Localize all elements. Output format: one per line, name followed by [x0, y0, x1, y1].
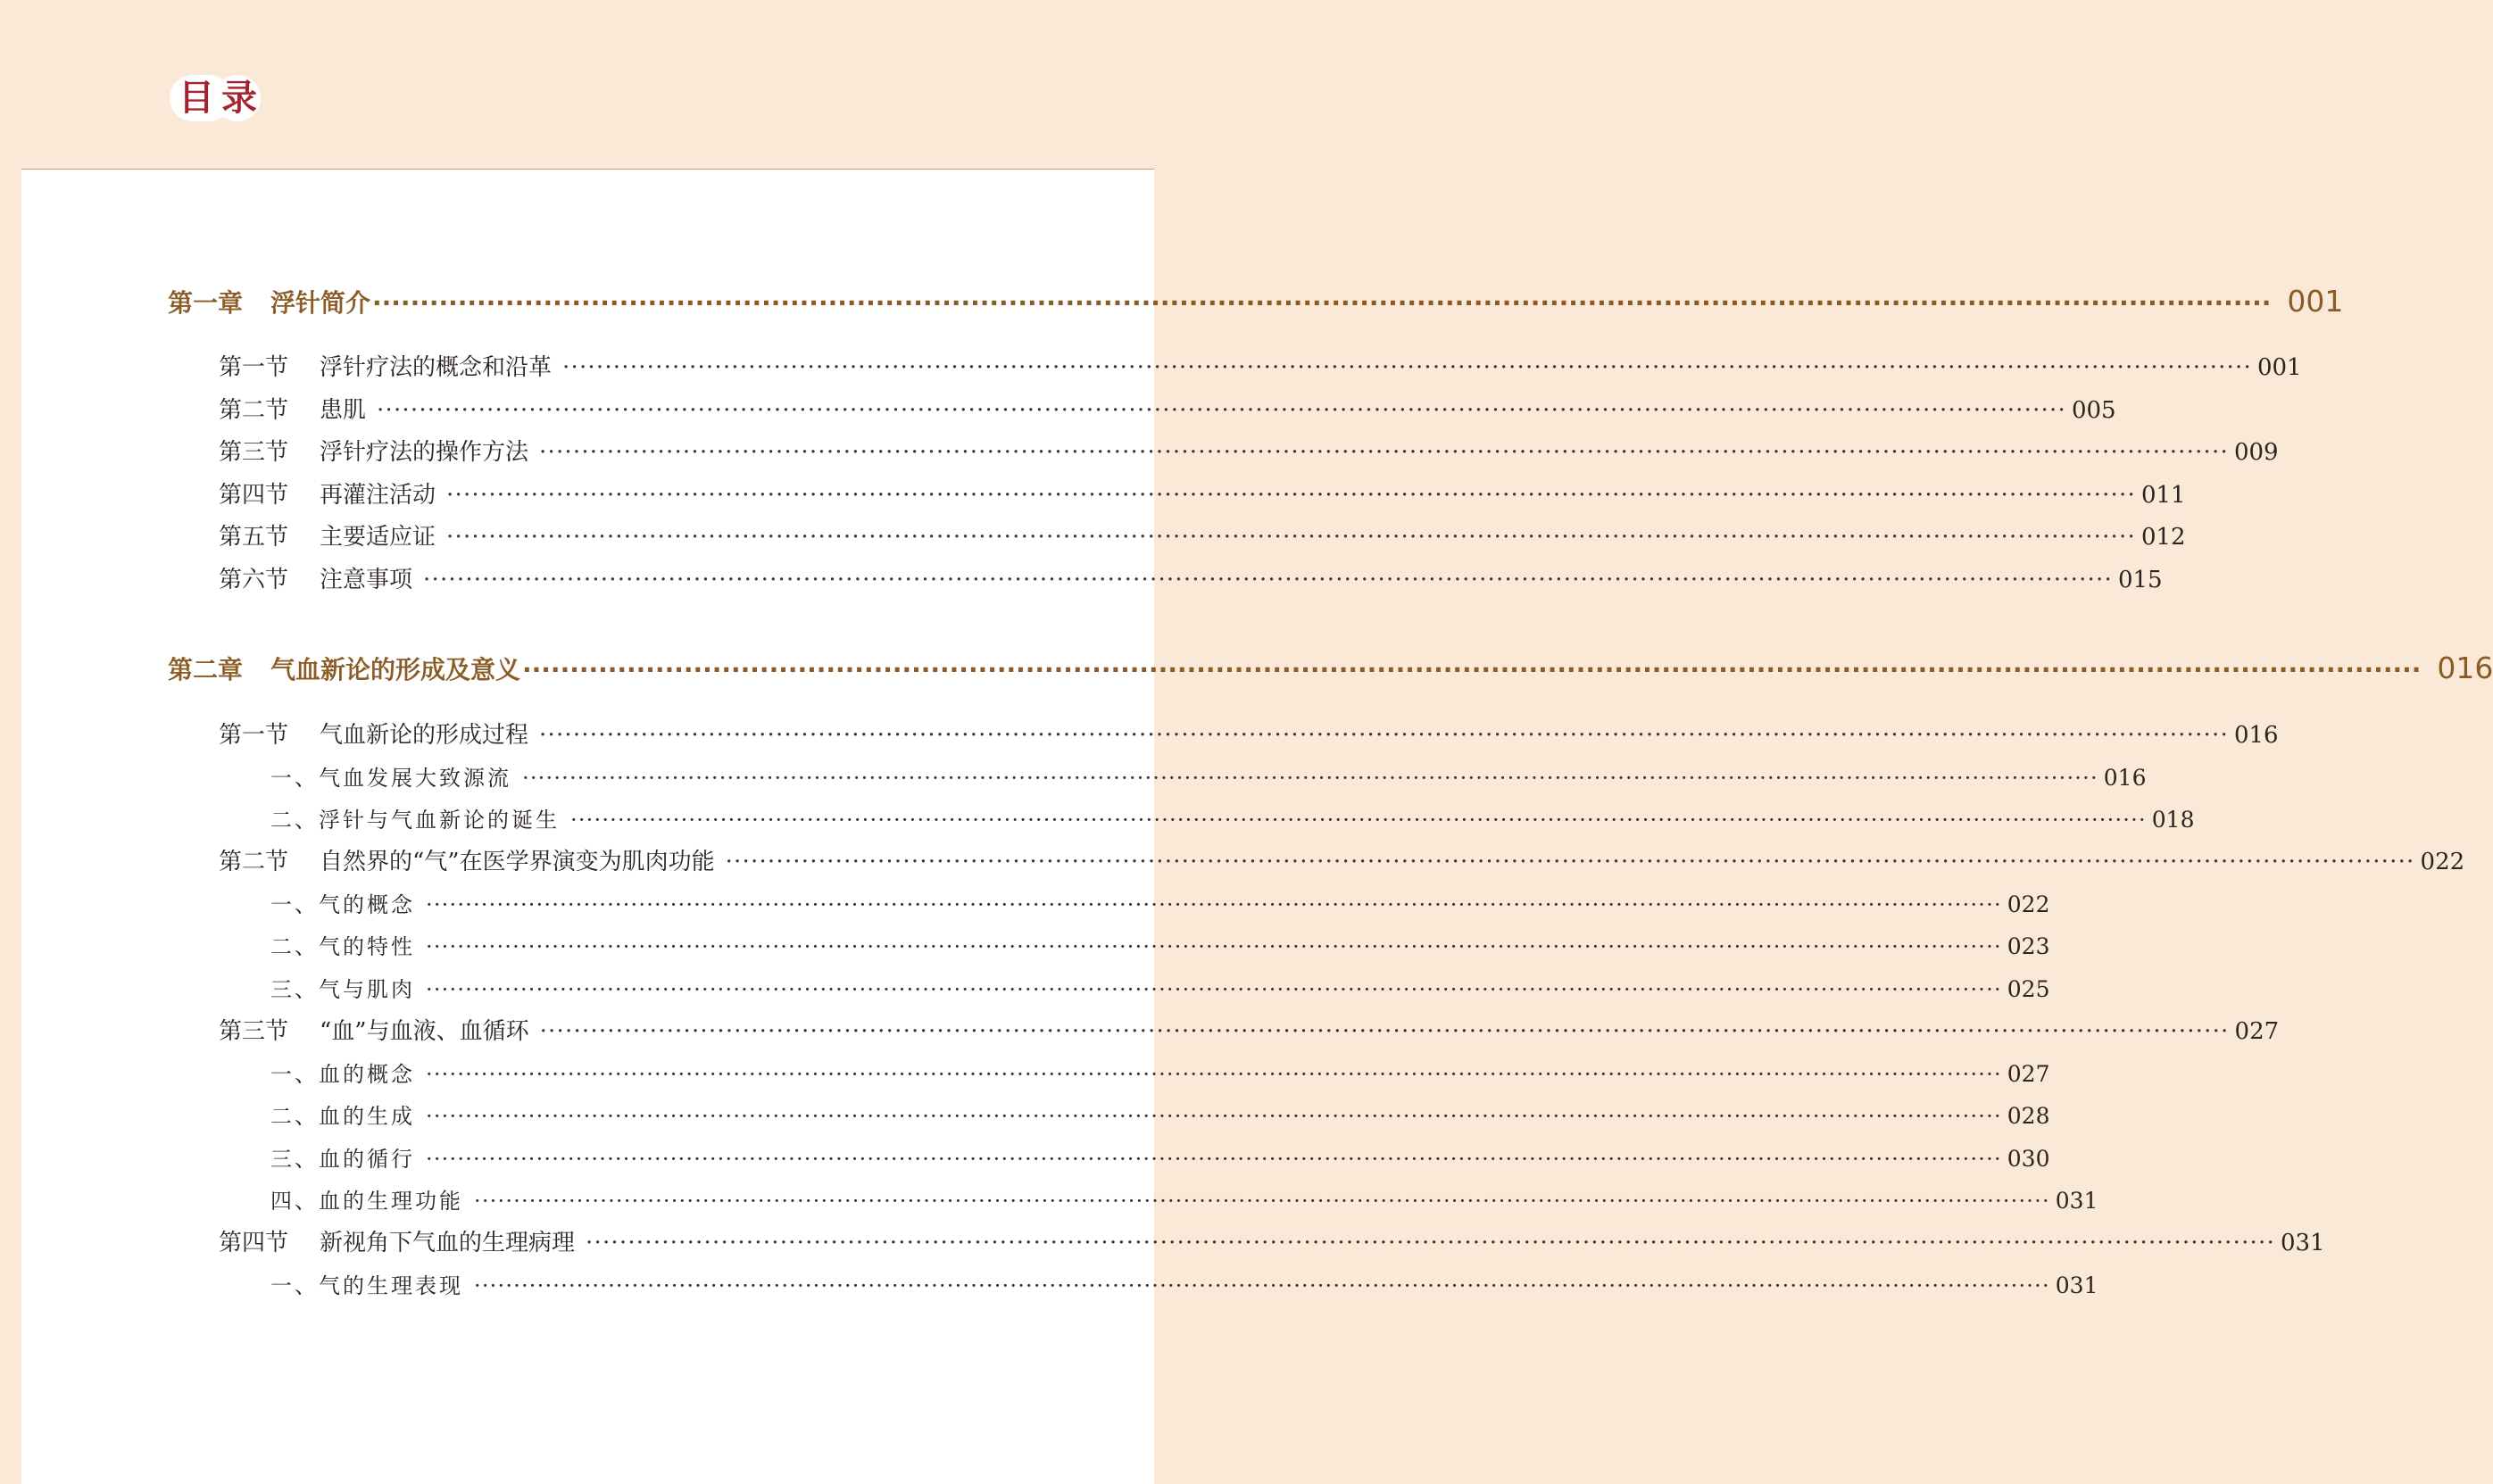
toc-subsection[interactable] — [270, 761, 2147, 795]
leader-dots: ········································································································································································································ — [539, 439, 2229, 466]
toc-chapter-1[interactable] — [168, 282, 2344, 321]
leader-dots: ········································································································································································································ — [570, 808, 2147, 833]
subsection-title: 二、气的特性 — [270, 934, 415, 959]
section-label: 第二节 — [219, 397, 289, 424]
section-title: 浮针疗法的操作方法 — [320, 439, 529, 466]
page-number: 005 — [2071, 397, 2116, 424]
section-label: 第一节 — [219, 722, 289, 749]
page-number: 027 — [2234, 1018, 2280, 1045]
section-label: 第一节 — [219, 354, 289, 381]
page-number: 030 — [2007, 1146, 2050, 1172]
page-number: 001 — [2287, 284, 2344, 319]
toc-section[interactable] — [219, 844, 2465, 880]
toc-subsection[interactable] — [270, 1184, 2098, 1218]
subsection-title: 四、血的生理功能 — [270, 1189, 463, 1214]
section-label: 第五节 — [219, 524, 289, 551]
section-title: 新视角下气血的生理病理 — [320, 1230, 576, 1256]
toc-section[interactable] — [219, 477, 2186, 513]
leader-dots: ········································································································································································································ — [586, 1230, 2275, 1256]
toc-subsection[interactable] — [270, 1057, 2050, 1091]
toc-section[interactable] — [219, 519, 2186, 555]
page-number: 031 — [2055, 1188, 2098, 1214]
leader-dots: ········································································································································································································ — [539, 1018, 2230, 1045]
section-label: 第六节 — [219, 567, 289, 593]
section-label: 第四节 — [219, 482, 289, 509]
page-number: 016 — [2233, 722, 2279, 749]
leader-dots: ········································································································································································································ — [562, 354, 2252, 381]
section-label: 第三节 — [219, 1018, 289, 1045]
subsection-title: 三、血的循行 — [270, 1147, 415, 1172]
toc-chapter-2[interactable] — [168, 649, 2493, 688]
page-number: 027 — [2007, 1061, 2050, 1087]
leader-dots: ········································································································································································································ — [377, 397, 2066, 424]
leader-dots: ········································································································································································································ — [522, 766, 2098, 791]
section-label: 第二节 — [219, 849, 289, 875]
subsection-title: 二、浮针与气血新论的诞生 — [270, 808, 560, 833]
leader-dots: ········································································································································································································ — [426, 977, 2002, 1002]
toc-subsection[interactable] — [270, 1099, 2050, 1133]
page-number: 022 — [2420, 849, 2465, 875]
page-number: 022 — [2007, 891, 2050, 917]
leader-dots: ········································································································································································································ — [426, 1147, 2002, 1172]
leader-dots: ········································································································································································································ — [423, 567, 2113, 593]
leader-dots: ········································································································································································································ — [539, 722, 2229, 749]
toc-section[interactable] — [219, 1014, 2280, 1049]
page-number: 011 — [2140, 482, 2186, 509]
leader-dots: ········································································································································································································ — [372, 288, 2272, 318]
section-title: 再灌注活动 — [320, 482, 436, 509]
leader-dots: ········································································································································································································ — [446, 482, 2136, 509]
section-title: 浮针疗法的概念和沿革 — [320, 354, 553, 381]
toc-subsection[interactable] — [270, 1142, 2050, 1176]
section-title: 注意事项 — [320, 567, 413, 593]
leader-dots: ········································································································································································································ — [426, 1104, 2002, 1129]
toc-section[interactable] — [219, 562, 2163, 598]
subsection-title: 一、血的概念 — [270, 1062, 415, 1087]
section-title: 主要适应证 — [320, 524, 436, 551]
subsection-title: 一、气的生理表现 — [270, 1273, 463, 1298]
section-title: 气血新论的形成过程 — [320, 722, 529, 749]
chapter-label: 第二章 — [168, 655, 244, 684]
toc-section[interactable] — [219, 435, 2279, 470]
leader-dots: ········································································································································································································ — [474, 1189, 2050, 1214]
subsection-title: 二、血的生成 — [270, 1104, 415, 1129]
page-number: 016 — [2437, 651, 2493, 685]
page-number: 031 — [2055, 1273, 2098, 1298]
page-number: 016 — [2103, 765, 2147, 791]
page-number: 025 — [2007, 976, 2050, 1002]
toc-subsection[interactable] — [270, 930, 2050, 964]
section-title: “血”与血液、血循环 — [320, 1018, 529, 1045]
section-title: 患肌 — [320, 397, 367, 424]
page-number: 023 — [2007, 933, 2050, 959]
leader-dots: ········································································································································································································ — [426, 1062, 2002, 1087]
leader-dots: ········································································································································································································ — [446, 524, 2136, 551]
toc-section[interactable] — [219, 717, 2279, 753]
section-title: 自然界的“气”在医学界演变为肌肉功能 — [320, 849, 715, 875]
page-number: 001 — [2256, 354, 2302, 381]
leader-dots: ········································································································································································································ — [725, 849, 2415, 875]
subsection-title: 一、气的概念 — [270, 892, 415, 917]
leader-dots: ········································································································································································································ — [426, 934, 2002, 959]
subsection-title: 一、气血发展大致源流 — [270, 766, 511, 791]
page-number: 018 — [2151, 807, 2195, 833]
toc-subsection[interactable] — [270, 803, 2195, 837]
page-number: 012 — [2140, 524, 2186, 551]
chapter-title: 浮针简介 — [270, 288, 371, 318]
section-label: 第四节 — [219, 1230, 289, 1256]
page-number: 015 — [2117, 567, 2163, 593]
page-number: 009 — [2233, 439, 2279, 466]
toc-subsection[interactable] — [270, 973, 2050, 1007]
chapter-title: 气血新论的形成及意义 — [270, 655, 521, 684]
page-number: 028 — [2007, 1103, 2050, 1129]
leader-dots: ········································································································································································································ — [474, 1273, 2050, 1298]
subsection-title: 三、气与肌肉 — [270, 977, 415, 1002]
page-number: 031 — [2280, 1230, 2325, 1256]
toc-section[interactable] — [219, 393, 2116, 428]
toc-subsection[interactable] — [270, 1269, 2098, 1303]
toc-section[interactable] — [219, 350, 2302, 386]
toc-section[interactable] — [219, 1225, 2325, 1261]
toc-subsection[interactable] — [270, 888, 2050, 922]
chapter-label: 第一章 — [168, 288, 244, 318]
section-label: 第三节 — [219, 439, 289, 466]
leader-dots: ········································································································································································································ — [522, 655, 2422, 684]
page-title: 目录 — [179, 77, 264, 119]
leader-dots: ········································································································································································································ — [426, 892, 2002, 917]
